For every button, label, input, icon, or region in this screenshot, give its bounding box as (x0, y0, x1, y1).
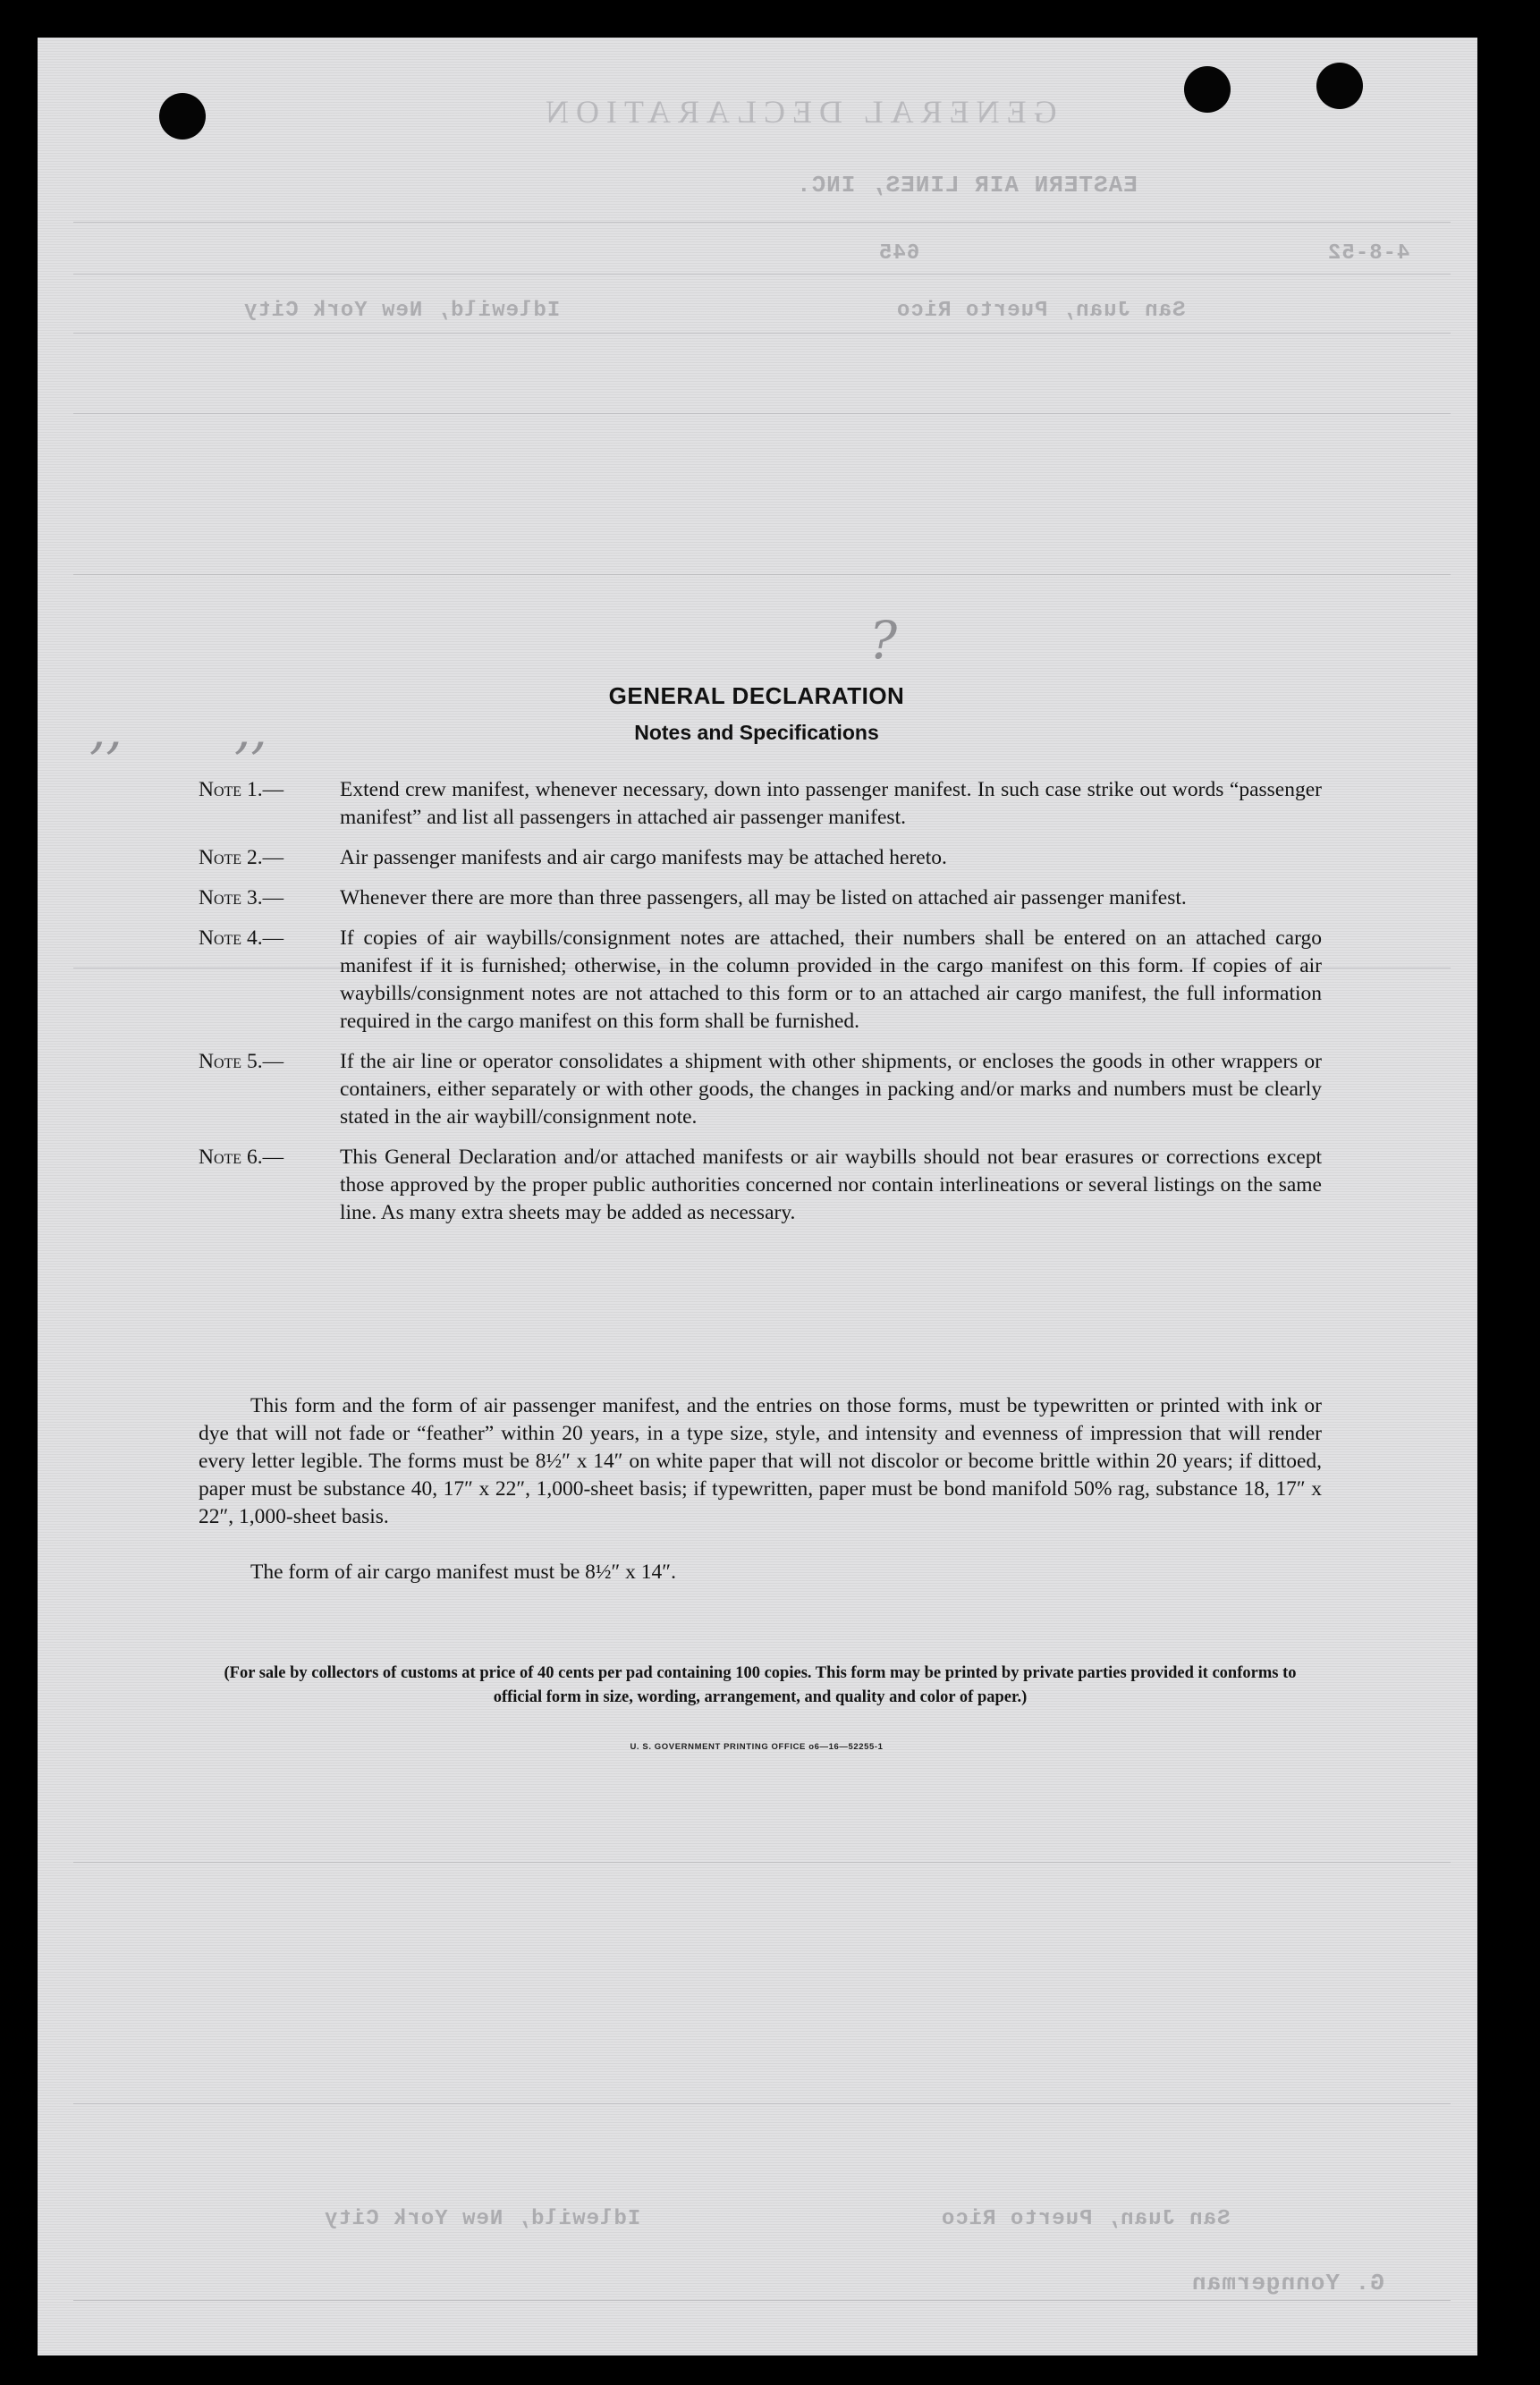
bleed-through-rule (73, 1862, 1451, 1863)
page-subtitle: Notes and Specifications (634, 721, 879, 744)
bleed-through-flight: 645 (878, 241, 920, 266)
bleed-through-header: GENERAL DECLARATION (538, 94, 1057, 130)
note-text: If copies of air waybills/consignment notes are attached, their numbers shall be entered on an attached cargo manifest if it is furnished; otherwise, in the column provided in the cargo manifest on this form. If copies of air waybills/consignment notes are not attached to this form or to an attached air cargo manifest, the full information required in the cargo manifest on this form shall be furnished. (340, 926, 1322, 1033)
note-label: Note 6.— (199, 1146, 284, 1169)
handwritten-mark: ? (869, 610, 898, 671)
note-item (199, 776, 1322, 832)
note-text: Air passenger manifests and air cargo manifests may be attached hereto. (340, 846, 947, 869)
bleed-through-rule (73, 274, 1451, 275)
bleed-through-date: 4-8-52 (1327, 241, 1410, 266)
punch-hole-right-1 (1184, 66, 1231, 113)
bleed-through-signature: G. Yonngerman (1191, 2270, 1384, 2296)
note-label: Note 4.— (199, 926, 284, 950)
note-label: Note 1.— (199, 778, 284, 801)
bleed-through-destined: Idlewild, New York City (324, 2207, 641, 2231)
bleed-through-embarked: San Juan, Puerto Rico (941, 2207, 1231, 2231)
printing-office-line: U. S. GOVERNMENT PRINTING OFFICE o6—16—52255-1 (630, 1742, 884, 1752)
punch-hole-right-2 (1316, 63, 1363, 109)
note-label: Note 5.— (199, 1050, 284, 1073)
note-item (199, 1144, 1322, 1227)
bleed-through-rule (73, 222, 1451, 223)
bleed-through-departure: San Juan, Puerto Rico (896, 299, 1186, 323)
note-text: Extend crew manifest, whenever necessary, down into passenger manifest. In such case strike out words “passenger manifest” and list all passengers in attached air passenger manifest. (340, 778, 1322, 829)
specification-paragraph: This form and the form of air passenger manifest, and the entries on those forms, must be typewritten or printed with ink or dye that will not fade or “feather” within 20 years, in a type size, style, and intensity and evenness of impression that will render every letter legible. The forms must be 8½″ x 14″ on white paper that will not discolor or become brittle within 20 years; if dittoed, paper must be substance 40, 17″ x 22″, 1,000-sheet basis; if typewritten, paper must be bond manifold 50% rag, substance 18, 17″ x 22″, 1,000-sheet basis. (199, 1394, 1322, 1528)
bleed-through-rule (73, 333, 1451, 334)
handwritten-mark: ,, (89, 699, 123, 760)
note-text: If the air line or operator consolidates a shipment with other shipments, or encloses the goods in other wrappers or containers, either separately or with other goods, the changes in packing and/or marks and numbers must be clearly stated in the air waybill/consignment note. (340, 1050, 1322, 1129)
note-text: Whenever there are more than three passengers, all may be listed on attached air passenger manifest. (340, 886, 1187, 909)
bleed-through-arrival: Idlewild, New York City (243, 299, 561, 323)
bleed-through-rule (73, 2103, 1451, 2104)
handwritten-mark: ,, (234, 699, 267, 760)
page-title: GENERAL DECLARATION (608, 682, 905, 709)
bleed-through-rule (73, 2300, 1451, 2301)
bleed-through-operator: EASTERN AIR LINES, INC. (796, 172, 1138, 199)
note-item (199, 844, 1322, 872)
bleed-through-rule (73, 413, 1451, 414)
punch-hole-left (159, 93, 206, 140)
cargo-manifest-size-note: The form of air cargo manifest must be 8½″ x 14″. (250, 1560, 676, 1584)
note-label: Note 2.— (199, 846, 284, 869)
note-item (199, 884, 1322, 912)
notes-list (199, 776, 1322, 1239)
bleed-through-rule (73, 574, 1451, 575)
note-item (199, 1048, 1322, 1131)
note-text: This General Declaration and/or attached manifests or air waybills should not bear erasures or corrections except those approved by the proper public authorities concerned nor contain interlineations or several listings on the same line. As many extra sheets may be added as necessary. (340, 1146, 1322, 1224)
note-label: Note 3.— (199, 886, 284, 909)
sale-note: (For sale by collectors of customs at price of 40 cents per pad containing 100 copies. This form may be printed by private parties provided it conforms to official form in size, wording, arrangement, and quality and color of paper.) (224, 1664, 1297, 1706)
note-item (199, 925, 1322, 1036)
